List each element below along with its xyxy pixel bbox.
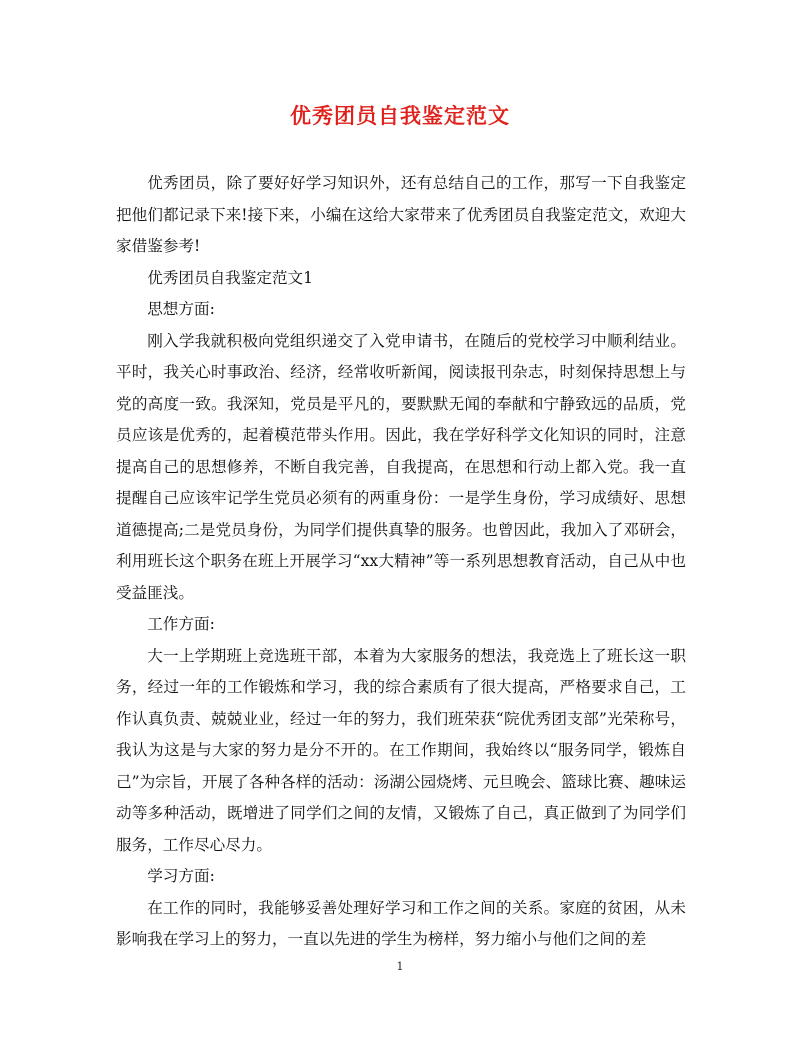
section-heading-example-1: 优秀团员自我鉴定范文1 (147, 268, 314, 287)
thought-paragraph: 刚入学我就积极向党组织递交了入党申请书，在随后的党校学习中顺利结业。平时，我关心时事政治、经济，经常收听新闻，阅读报刊杂志，时刻保持思想上与党的高度一致。我深知，党员是平凡的，要默默无闻的奉献和宁静致远的品质，党员应该是优秀的，起着模范带头作用。因此，我在学好科学文化知识的同时，注意提高自己的思想修养，不断自我完善，自我提高，在思想和行动上都入党。我一直提醒自己应该牢记学生党员必须有的两重身份：一是学生身份，学习成绩好、思想道德提高;二是党员身份，为同学们提供真挚的服务。也曾因此，我加入了邓研会，利用班长这个职务在班上开展学习“xx大精神”等一系列思想教育活动，自己从中也受益匪浅。 (116, 331, 686, 602)
subheading-study: 学习方面: (147, 867, 215, 885)
work-paragraph: 大一上学期班上竞选班干部，本着为大家服务的想法，我竞选上了班长这一职务，经过一年的工作锻炼和学习，我的综合素质有了很大提高，严格要求自己，工作认真负责、兢兢业业，经过一年的努力，我们班荣获“院优秀团支部”光荣称号，我认为这是与大家的努力是分不开的。在工作期间，我始终以“服务同学，锻炼自己”为宗旨，开展了各种各样的活动：汤湖公园烧烤、元旦晚会、篮球比赛、趣味运动等多种活动，既增进了同学们之间的友情，又锻炼了自己，真正做到了为同学们服务，工作尽心尽力。 (116, 646, 686, 854)
subheading-work: 工作方面: (147, 615, 215, 633)
document-body (116, 168, 686, 956)
intro-paragraph: 优秀团员，除了要好好学习知识外，还有总结自己的工作，那写一下自我鉴定把他们都记录下来!接下来，小编在这给大家带来了优秀团员自我鉴定范文，欢迎大家借鉴参考! (116, 174, 686, 255)
document-title: 优秀团员自我鉴定范文 (290, 103, 510, 128)
page-number: 1 (396, 960, 404, 973)
subheading-thought: 思想方面: (147, 300, 215, 318)
study-paragraph: 在工作的同时，我能够妥善处理好学习和工作之间的关系。家庭的贫困，从未影响我在学习上的努力，一直以先进的学生为榜样，努力缩小与他们之间的差 (116, 898, 686, 948)
